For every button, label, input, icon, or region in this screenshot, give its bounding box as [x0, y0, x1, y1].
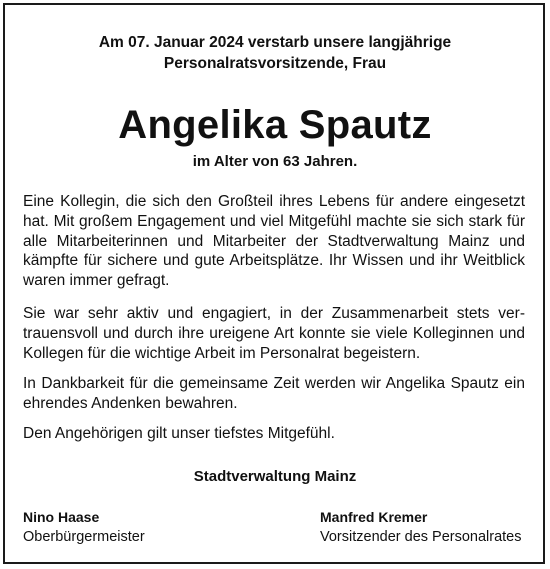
signatory-name: Manfred Kremer	[320, 509, 428, 525]
intro-line-1: Am 07. Januar 2024 verstarb unsere langjährige	[98, 34, 452, 51]
organization-name: Stadtverwaltung Mainz	[193, 468, 357, 485]
paragraph-condolence: Den Angehörigen gilt unser tiefstes Mitgefühl.	[23, 425, 335, 442]
intro-line-2: Personalratsvorsitzende, Frau	[163, 55, 387, 72]
paragraph-engagement: Sie war sehr aktiv und engagiert, in der Zusammenarbeit stets vertrauensvoll und durch ihre ureigene Art konnte sie viele Kolleginnen und Kollegen für die wichtige Arbeit im Personalrat begeistern.	[23, 305, 525, 362]
signatory-title: Vorsitzender des Personalrates	[320, 529, 522, 545]
signatory-right	[320, 507, 522, 547]
age-line: im Alter von 63 Jahren.	[192, 153, 358, 170]
paragraph-tribute: Eine Kollegin, die sich den Großteil ihres Lebens für andere eingesetzt hat. Mit großem Engagement und viel Mitgefühl machte sie sich stark für alle Mitarbeiterinnen und Mitarbeiter der Stadtverwaltung Mainz und kämpfte für sichere und gute Arbeitsplätze. Ihr Wissen und ihr Weitblick waren immer gefragt.	[23, 193, 525, 290]
deceased-name: Angelika Spautz	[118, 103, 432, 147]
signatory-title: Oberbürgermeister	[23, 529, 145, 545]
signatory-left	[23, 507, 145, 547]
signatory-name: Nino Haase	[23, 509, 100, 525]
paragraph-gratitude: In Dankbarkeit für die gemeinsame Zeit werden wir Angelika Spautz ein ehrendes Andenken bewahren.	[23, 375, 525, 412]
